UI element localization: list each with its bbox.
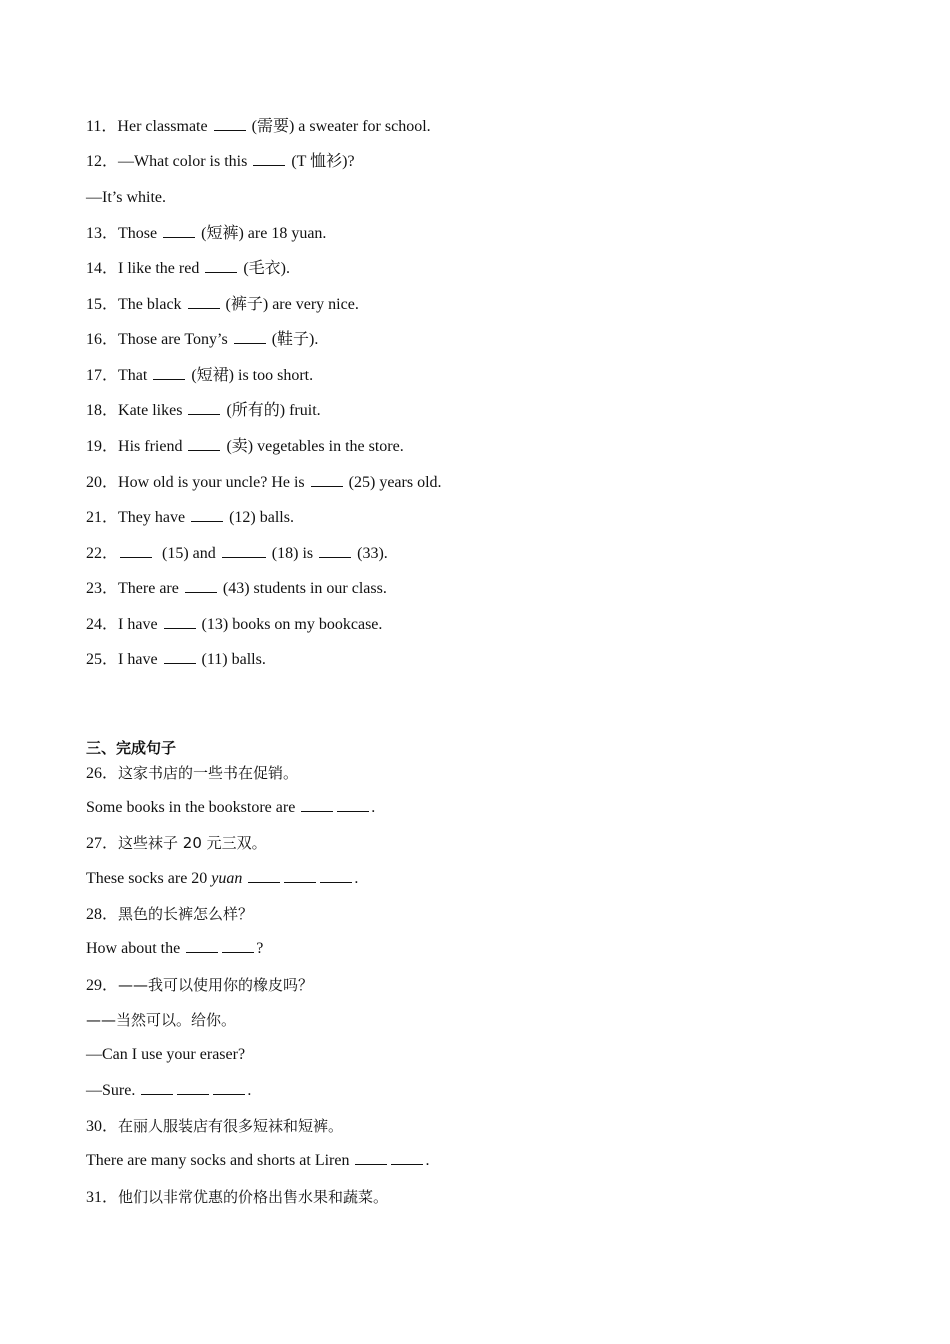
question-26-prompt: 26．这家书店的一些书在促销。 [86,764,299,782]
answer-blank[interactable] [186,939,218,953]
answer-blank[interactable] [141,1081,173,1095]
question-17: 17．That (短裙) is too short. [86,367,314,384]
question-26-sentence: Some books in the bookstore are . [86,799,376,816]
question-30-prompt: 30．在丽人服装店有很多短袜和短裤。 [86,1117,344,1135]
answer-blank[interactable] [301,798,333,812]
question-29-prompt-reply: ——当然可以。给你。 [86,1011,237,1029]
question-27-sentence: These socks are 20 yuan . [86,870,359,887]
question-16: 16．Those are Tony’s (鞋子). [86,331,319,348]
answer-blank[interactable] [234,330,266,344]
answer-blank[interactable] [311,473,343,487]
answer-blank[interactable] [248,869,280,883]
question-28-prompt: 28．黑色的长裤怎么样？ [86,905,254,923]
answer-blank[interactable] [163,224,195,238]
answer-blank[interactable] [213,1081,245,1095]
answer-blank[interactable] [320,869,352,883]
question-28-sentence: How about the ? [86,940,264,957]
question-29-prompt: 29．——我可以使用你的橡皮吗？ [86,976,314,994]
answer-blank[interactable] [253,152,285,166]
answer-blank[interactable] [205,259,237,273]
question-23: 23．There are (43) students in our class. [86,580,387,597]
section-heading: 三、完成句子 [86,739,177,757]
answer-blank[interactable] [153,366,185,380]
question-22: 22． (15) and (18) is (33). [86,545,388,562]
question-24: 24．I have (13) books on my bookcase. [86,616,383,633]
question-11: 11．Her classmate (需要) a sweater for school. [86,118,431,135]
answer-blank[interactable] [319,544,351,558]
question-21: 21．They have (12) balls. [86,509,294,526]
answer-blank[interactable] [188,401,220,415]
answer-blank[interactable] [164,615,196,629]
answer-blank[interactable] [120,544,152,558]
answer-blank[interactable] [177,1081,209,1095]
question-27-prompt: 27．这些袜子 20 元三双。 [86,834,267,852]
answer-blank[interactable] [191,508,223,522]
question-29-sentence-1: —Can I use your eraser? [86,1046,246,1063]
answer-blank[interactable] [188,295,220,309]
answer-blank[interactable] [222,939,254,953]
answer-blank[interactable] [222,544,266,558]
question-20: 20．How old is your uncle? He is (25) years old. [86,474,442,491]
question-19: 19．His friend (卖) vegetables in the store. [86,438,404,455]
answer-blank[interactable] [391,1151,423,1165]
question-14: 14．I like the red (毛衣). [86,260,290,277]
answer-blank[interactable] [355,1151,387,1165]
question-12-reply: —It’s white. [86,189,166,206]
answer-blank[interactable] [214,117,246,131]
question-13: 13．Those (短裤) are 18 yuan. [86,225,327,242]
question-29-sentence-2: —Sure. . [86,1082,252,1099]
question-25: 25．I have (11) balls. [86,651,266,668]
question-30-sentence: There are many socks and shorts at Liren . [86,1152,430,1169]
question-18: 18．Kate likes (所有的) fruit. [86,402,321,419]
answer-blank[interactable] [164,650,196,664]
answer-blank[interactable] [337,798,369,812]
answer-blank[interactable] [188,437,220,451]
question-31-prompt: 31．他们以非常优惠的价格出售水果和蔬菜。 [86,1188,389,1206]
answer-blank[interactable] [284,869,316,883]
question-12: 12．—What color is this (T 恤衫)? [86,153,355,170]
answer-blank[interactable] [185,579,217,593]
question-15: 15．The black (裤子) are very nice. [86,296,359,313]
